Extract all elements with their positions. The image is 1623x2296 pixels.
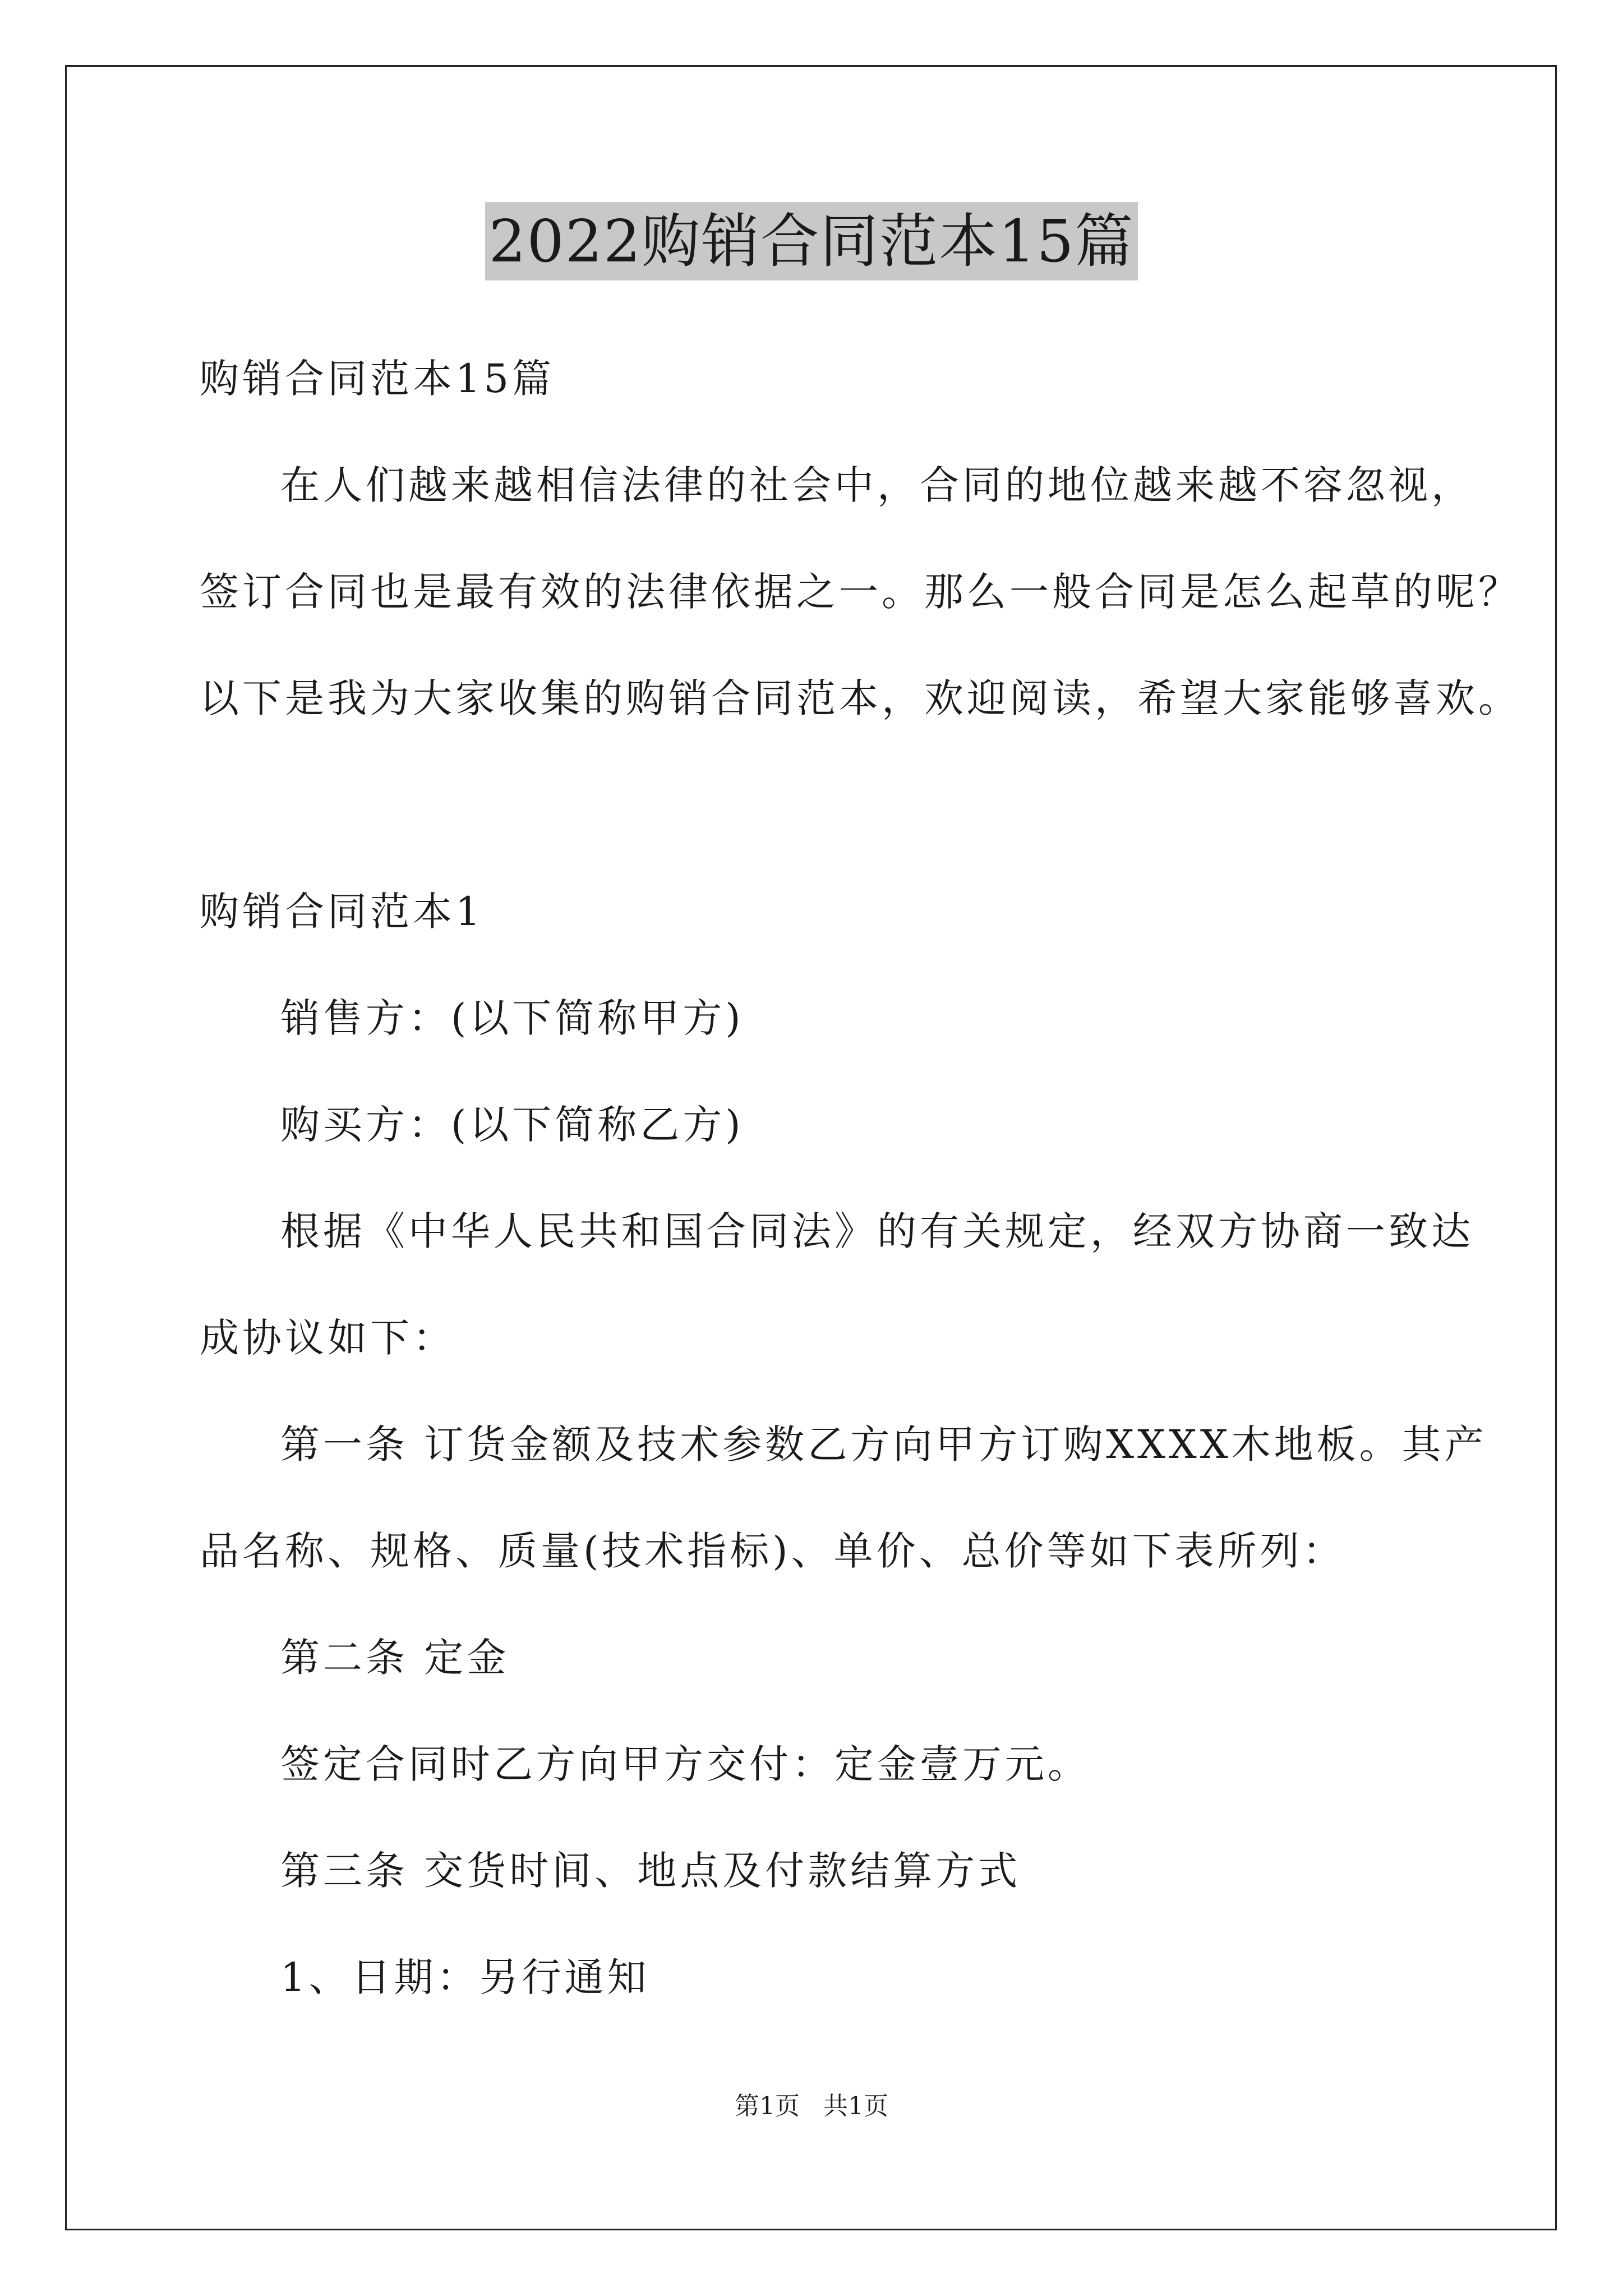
body-line: 第一条 订货金额及技术参数乙方向甲方订购XXXX木地板。其产 (280, 1421, 1487, 1467)
section-heading: 购销合同范本1 (200, 889, 484, 935)
document-title: 2022购销合同范本15篇 (485, 202, 1137, 280)
body-line: 成协议如下： (200, 1315, 455, 1361)
document-subtitle: 购销合同范本15篇 (200, 356, 555, 402)
page-footer: 第1页 共1页 (735, 2092, 888, 2120)
body-line: 购买方：(以下简称乙方) (280, 1102, 744, 1148)
body-line: 1、日期：另行通知 (280, 1954, 650, 2000)
body-line: 第三条 交货时间、地点及付款结算方式 (280, 1848, 1021, 1894)
title-block (0, 202, 1623, 280)
intro-line: 在人们越来越相信法律的社会中，合同的地位越来越不容忽视， (280, 462, 1474, 508)
intro-line: 签订合同也是最有效的法律依据之一。那么一般合同是怎么起草的呢？ (200, 569, 1521, 615)
intro-line: 以下是我为大家收集的购销合同范本，欢迎阅读，希望大家能够喜欢。 (200, 675, 1521, 721)
body-line: 签定合同时乙方向甲方交付：定金壹万元。 (280, 1741, 1090, 1787)
body-line: 销售方：(以下简称甲方) (280, 995, 744, 1041)
body-line: 第二条 定金 (280, 1635, 510, 1681)
body-line: 根据《中华人民共和国合同法》的有关规定，经双方协商一致达 (280, 1208, 1474, 1254)
body-line: 品名称、规格、质量(技术指标)、单价、总价等如下表所列： (200, 1528, 1345, 1574)
